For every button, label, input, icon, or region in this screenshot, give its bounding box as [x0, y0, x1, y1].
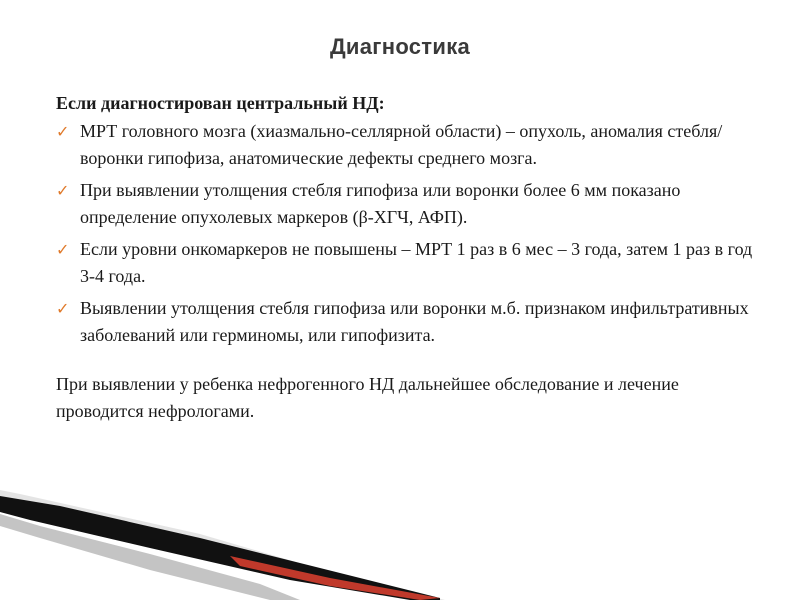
bullet-text: При выявлении утолщения стебля гипофиза или воронки более 6 мм показано определение опухолевых маркеров (β-ХГЧ, АФП). — [80, 180, 681, 227]
bullet-item — [56, 118, 756, 172]
check-mark-icon: ✓ — [56, 299, 70, 318]
bullet-text: Если уровни онкомаркеров не повышены – МРТ 1 раз в 6 мес – 3 года, затем 1 раз в год 3-4 года. — [80, 239, 753, 286]
bullet-item — [56, 295, 756, 349]
swoosh-light — [0, 514, 300, 600]
bullet-text: Выявлении утолщения стебля гипофиза или воронки м.б. признаком инфильтративных заболеваний или герминомы, или гипофизита. — [80, 298, 749, 345]
check-mark-icon: ✓ — [56, 181, 70, 200]
decorative-swoosh — [0, 490, 800, 600]
check-mark-icon: ✓ — [56, 240, 70, 259]
slide-content — [56, 88, 756, 425]
check-mark-icon: ✓ — [56, 122, 70, 141]
swoosh-accent — [230, 556, 440, 600]
subheading: Если диагностирован центральный НД: — [56, 93, 385, 113]
closing-paragraph: При выявлении у ребенка нефрогенного НД дальнейшее обследование и лечение проводится нефрологами. — [56, 374, 679, 421]
bullet-list — [56, 118, 756, 349]
swoosh-shadow — [0, 490, 445, 600]
bullet-item — [56, 236, 756, 290]
bullet-text: МРТ головного мозга (хиазмально-селлярной области) – опухоль, аномалия стебля/воронки гипофиза, анатомические дефекты среднего мозга. — [80, 121, 723, 168]
slide-title: Диагностика — [329, 34, 471, 59]
bullet-item — [56, 177, 756, 231]
swoosh-dark — [0, 496, 440, 600]
